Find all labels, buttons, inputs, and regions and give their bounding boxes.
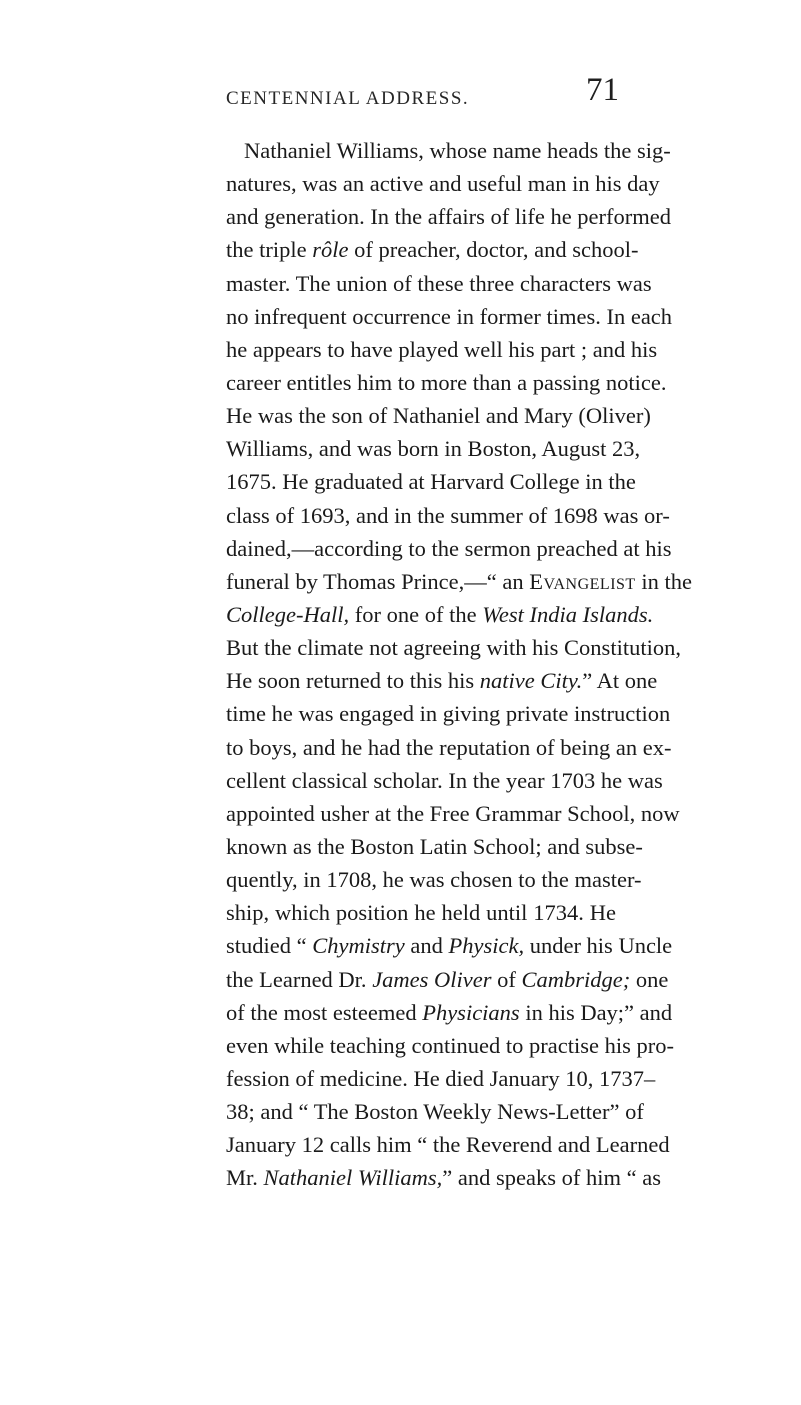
text-line xyxy=(226,300,673,333)
text-run: in the xyxy=(635,568,692,594)
text-line xyxy=(226,1062,656,1095)
text-line xyxy=(226,432,641,465)
text-line xyxy=(226,863,642,896)
text-run: the triple xyxy=(226,237,313,263)
text-run: for one of the xyxy=(349,601,483,627)
text-line xyxy=(226,598,654,631)
italic-text: Cambridge; xyxy=(521,966,631,992)
text-line xyxy=(226,1161,661,1194)
text-run: But the climate not agreeing with his Constitution, xyxy=(226,635,681,661)
text-run: known as the Boston Latin School; and subse- xyxy=(226,833,643,859)
text-line xyxy=(226,1128,670,1161)
text-line xyxy=(226,731,672,764)
text-run: studied “ xyxy=(226,933,313,959)
text-run: class of 1693, and in the summer of 1698 was or- xyxy=(226,502,670,528)
text-run: master. The union of these three characters was xyxy=(226,270,652,296)
italic-text: Physicians xyxy=(422,999,520,1025)
text-run: he appears to have played well his part ; and his xyxy=(226,336,658,362)
text-line xyxy=(226,797,680,830)
text-run: of preacher, doctor, and school- xyxy=(348,237,639,263)
text-run: quently, in 1708, he was chosen to the master- xyxy=(226,867,642,893)
text-line xyxy=(226,764,663,797)
text-line xyxy=(226,465,636,498)
body-paragraph xyxy=(226,134,692,1195)
text-run: natures, was an active and useful man in his day xyxy=(226,171,660,197)
italic-text: Chymistry xyxy=(312,933,405,959)
text-run: time he was engaged in giving private instruction xyxy=(226,701,671,727)
text-line xyxy=(226,1095,644,1128)
text-run: funeral by Thomas Prince,—“ an xyxy=(226,568,530,594)
text-run: He soon returned to this his xyxy=(226,668,480,694)
text-run: even while teaching continued to practise his pro- xyxy=(226,1032,674,1058)
text-line xyxy=(226,134,671,167)
text-run: 1675. He graduated at Harvard College in the xyxy=(226,469,636,495)
text-line xyxy=(226,200,672,233)
italic-text: Nathaniel Williams, xyxy=(263,1165,443,1191)
text-line xyxy=(226,565,692,598)
text-line xyxy=(226,499,670,532)
italic-text: rôle xyxy=(312,237,349,263)
text-line xyxy=(226,333,658,366)
text-line xyxy=(226,167,660,200)
text-run: Nathaniel Williams, whose name heads the sig- xyxy=(244,138,671,163)
italic-text: West India Islands. xyxy=(482,601,654,627)
text-run: cellent classical scholar. In the year 1703 he was xyxy=(226,767,663,793)
text-run: career entitles him to more than a passing notice. xyxy=(226,369,667,395)
text-run: Williams, and was born in Boston, August 23, xyxy=(226,436,641,462)
text-run: 38; and “ The Boston Weekly News-Letter” of xyxy=(226,1099,644,1125)
italic-text: Physick, xyxy=(448,933,525,959)
text-run: of xyxy=(491,966,522,992)
text-run: He was the son of Nathaniel and Mary (Oliver) xyxy=(226,403,651,429)
text-run: no infrequent occurrence in former times. In each xyxy=(226,303,673,329)
text-run: ” and speaks of him “ as xyxy=(442,1165,661,1191)
text-line xyxy=(226,631,681,664)
running-head: CENTENNIAL ADDRESS. xyxy=(226,88,470,109)
text-run: in his Day;” and xyxy=(519,999,673,1025)
text-run: to boys, and he had the reputation of being an ex- xyxy=(226,734,672,760)
text-line xyxy=(226,664,658,697)
text-line xyxy=(226,996,673,1029)
italic-text: James Oliver xyxy=(372,966,492,992)
text-run: ship, which position he held until 1734. He xyxy=(226,900,616,926)
text-line xyxy=(226,399,651,432)
page-number: 71 xyxy=(586,72,619,108)
text-line xyxy=(226,697,671,730)
text-run: fession of medicine. He died January 10, 1737– xyxy=(226,1065,656,1091)
italic-text: native City. xyxy=(479,668,583,694)
small-caps-text: Evangelist xyxy=(529,568,636,594)
text-line xyxy=(226,963,669,996)
text-run: and xyxy=(404,933,449,959)
text-line xyxy=(226,830,643,863)
text-line xyxy=(226,896,616,929)
text-line xyxy=(226,532,672,565)
text-run: dained,—according to the sermon preached at his xyxy=(226,535,672,561)
text-run: Mr. xyxy=(226,1165,264,1191)
text-run: January 12 calls him “ the Reverend and Learned xyxy=(226,1132,670,1158)
text-run: one xyxy=(630,966,669,992)
text-run: appointed usher at the Free Grammar School, now xyxy=(226,800,680,826)
text-line xyxy=(226,267,652,300)
text-run: and generation. In the affairs of life he performed xyxy=(226,204,672,230)
italic-text: College-Hall, xyxy=(226,601,350,627)
text-line xyxy=(226,366,667,399)
text-line xyxy=(226,233,639,266)
text-run: under his Uncle xyxy=(524,933,673,959)
text-line xyxy=(226,929,673,962)
text-run: the Learned Dr. xyxy=(226,966,373,992)
text-line xyxy=(226,1029,674,1062)
text-run: of the most esteemed xyxy=(226,999,423,1025)
text-run: ” At one xyxy=(582,668,658,694)
